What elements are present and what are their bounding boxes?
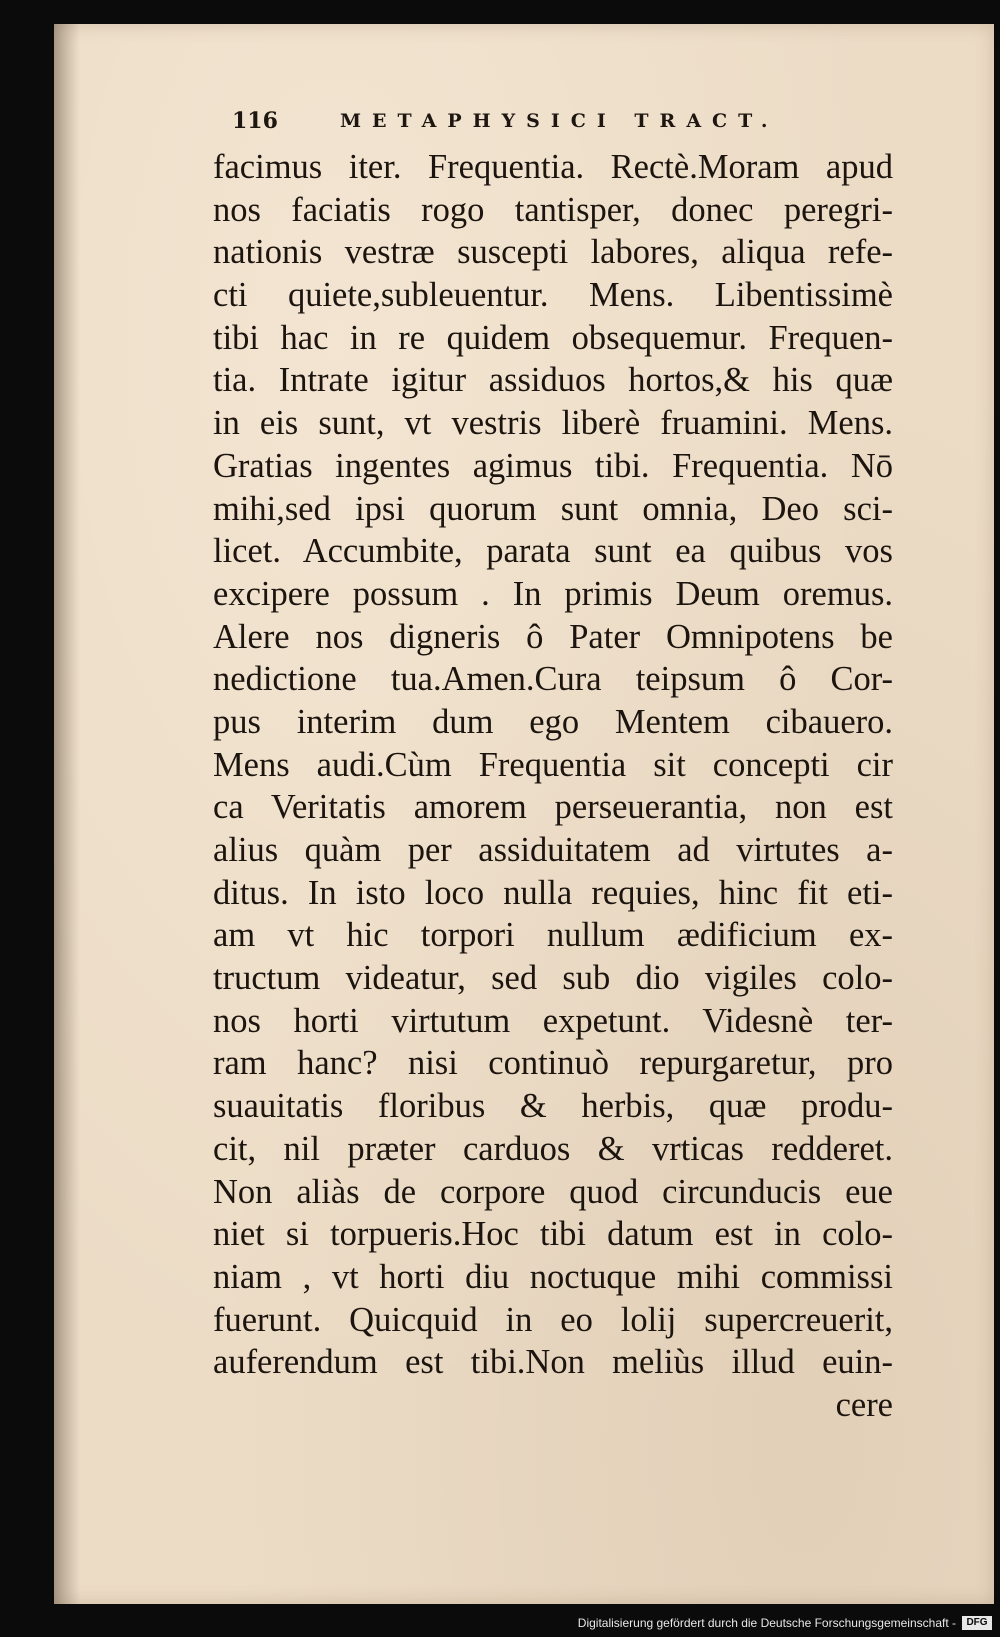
text-line: in eis sunt, vt vestris liberè fruamini. Mens. xyxy=(213,404,893,443)
text-line: pus interim dum ego Mentem cibauero. xyxy=(213,702,893,741)
text-line: facimus iter. Frequentia. Rectè.Moram apud xyxy=(213,148,893,186)
text-line: tia. Intrate igitur assiduos hortos,& his quæ xyxy=(213,361,893,400)
text-line: licet. Accumbite, parata sunt ea quibus vos xyxy=(213,532,893,571)
funding-credit: Digitalisierung gefördert durch die Deutsche Forschungsgemeinschaft - xyxy=(577,1616,956,1630)
text-line: niam , vt horti diu noctuque mihi commissi xyxy=(213,1257,893,1296)
text-line: ram hanc? nisi continuò repurgaretur, pro xyxy=(213,1044,893,1083)
footer-bar xyxy=(0,1613,1000,1637)
text-line: Alere nos digneris ô Pater Omnipotens be xyxy=(213,617,893,656)
running-title: METAPHYSICI TRACT. xyxy=(340,110,779,132)
page-number: 116 xyxy=(232,108,278,134)
text-line: auferendum est tibi.Non meliùs illud euin- xyxy=(213,1343,893,1382)
text-line: cit, nil præter carduos & vrticas redderet. xyxy=(213,1129,893,1168)
text-line: nationis vestræ suscepti labores, aliqua refe- xyxy=(213,233,893,272)
catchword: cere xyxy=(835,1385,893,1424)
text-line: ca Veritatis amorem perseuerantia, non est xyxy=(213,788,893,827)
text-line: tructum videatur, sed sub dio vigiles colo- xyxy=(213,959,893,998)
text-line: cti quiete,subleuentur. Mens. Libentissimè xyxy=(213,276,893,315)
dfg-logo-icon: DFG xyxy=(962,1616,992,1630)
text-line: tibi hac in re quidem obsequemur. Frequen- xyxy=(213,318,893,357)
text-line: suauitatis floribus & herbis, quæ produ- xyxy=(213,1087,893,1126)
body-text xyxy=(213,146,893,1427)
text-line: Non aliàs de corpore quod circunducis eue xyxy=(213,1172,893,1211)
text-line: niet si torpueris.Hoc tibi datum est in colo- xyxy=(213,1215,893,1254)
page-header xyxy=(175,103,895,143)
text-line: nos horti virtutum expetunt. Videsnè ter- xyxy=(213,1001,893,1040)
text-line: nos faciatis rogo tantisper, donec peregri- xyxy=(213,190,893,229)
text-line: excipere possum . In primis Deum oremus. xyxy=(213,574,893,613)
text-line: nedictione tua.Amen.Cura teipsum ô Cor- xyxy=(213,660,893,699)
text-line: am vt hic torpori nullum ædificium ex- xyxy=(213,916,893,955)
text-line: fuerunt. Quicquid in eo lolij supercreuerit, xyxy=(213,1300,893,1339)
gutter-shadow xyxy=(54,24,80,1604)
text-line: ditus. In isto loco nulla requies, hinc fit eti- xyxy=(213,873,893,912)
text-line: mihi,sed ipsi quorum sunt omnia, Deo sci- xyxy=(213,489,893,528)
text-line: alius quàm per assiduitatem ad virtutes a- xyxy=(213,831,893,869)
text-line: Gratias ingentes agimus tibi. Frequentia. Nō xyxy=(213,446,893,485)
text-line: Mens audi.Cùm Frequentia sit concepti cir xyxy=(213,745,893,784)
